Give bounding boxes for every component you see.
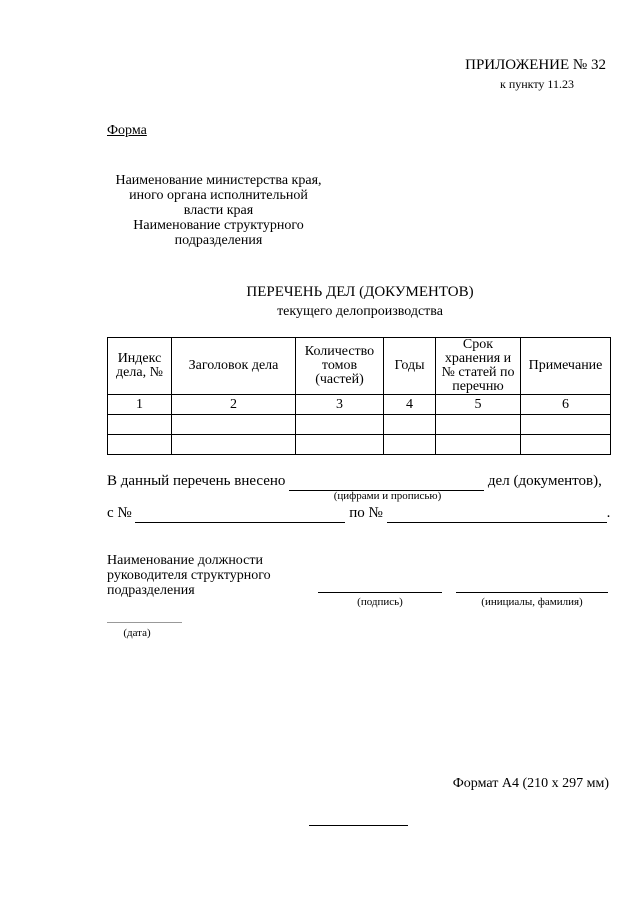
position-line: подразделения xyxy=(107,583,195,598)
to-number-blank xyxy=(387,505,607,523)
header-years: Годы xyxy=(384,338,436,395)
division-line: Наименование структурного xyxy=(133,218,304,233)
table-row xyxy=(108,415,611,435)
table-cell xyxy=(108,435,172,455)
table-cell xyxy=(172,415,296,435)
position-line: руководителя структурного xyxy=(107,568,271,583)
statement-prefix: В данный перечень внесено xyxy=(107,473,286,489)
appendix-title: ПРИЛОЖЕНИЕ № 32 xyxy=(465,57,606,73)
name-line xyxy=(456,592,608,593)
ministry-line: Наименование министерства края, xyxy=(115,173,322,188)
table-cell xyxy=(384,415,436,435)
ministry-line: иного органа исполнительной xyxy=(129,188,308,203)
division-name xyxy=(100,218,337,248)
table-cell xyxy=(436,435,521,455)
position-line: Наименование должности xyxy=(107,553,263,568)
bottom-divider xyxy=(309,825,408,826)
column-number: 4 xyxy=(384,395,436,415)
header-index: Индекс дела, № xyxy=(108,338,172,395)
position-title xyxy=(107,553,307,598)
table-cell xyxy=(384,435,436,455)
table-cell xyxy=(521,415,611,435)
division-line: подразделения xyxy=(174,233,263,248)
signature-hint: (подпись) xyxy=(357,596,403,608)
column-number: 6 xyxy=(521,395,611,415)
statement-end: . xyxy=(606,505,611,521)
table-cell xyxy=(172,435,296,455)
signature-line xyxy=(318,592,442,593)
form-label: Форма xyxy=(107,123,147,138)
count-blank-field xyxy=(289,473,484,491)
ministry-name xyxy=(100,173,337,218)
header-case-title: Заголовок дела xyxy=(172,338,296,395)
column-number: 3 xyxy=(296,395,384,415)
name-hint: (инициалы, фамилия) xyxy=(481,596,583,608)
statement-suffix: дел (документов), xyxy=(487,473,602,489)
to-label: по № xyxy=(349,505,383,521)
table-cell xyxy=(521,435,611,455)
table-cell xyxy=(108,415,172,435)
header-retention: Срок хранения и № статей по перечню xyxy=(436,338,521,395)
ministry-line: власти края xyxy=(183,203,254,218)
table-cell xyxy=(296,415,384,435)
document-title: ПЕРЕЧЕНЬ ДЕЛ (ДОКУМЕНТОВ) xyxy=(246,284,474,300)
table-row xyxy=(108,435,611,455)
date-line xyxy=(107,622,182,623)
header-volumes: Количество томов (частей) xyxy=(296,338,384,395)
table-cell xyxy=(436,415,521,435)
appendix-reference: к пункту 11.23 xyxy=(500,77,574,91)
table-cell xyxy=(296,435,384,455)
from-label: с № xyxy=(107,505,132,521)
column-number: 5 xyxy=(436,395,521,415)
column-number: 1 xyxy=(108,395,172,415)
case-list-table xyxy=(107,337,611,455)
document-subtitle: текущего делопроизводства xyxy=(277,304,443,319)
column-number-row xyxy=(108,395,611,415)
format-note: Формат А4 (210 х 297 мм) xyxy=(452,776,609,791)
count-statement xyxy=(107,473,602,491)
count-hint: (цифрами и прописью) xyxy=(333,490,442,502)
number-range xyxy=(107,505,610,523)
header-note: Примечание xyxy=(521,338,611,395)
date-hint: (дата) xyxy=(123,627,151,639)
table-header-row xyxy=(108,338,611,395)
column-number: 2 xyxy=(172,395,296,415)
from-number-blank xyxy=(135,505,345,523)
